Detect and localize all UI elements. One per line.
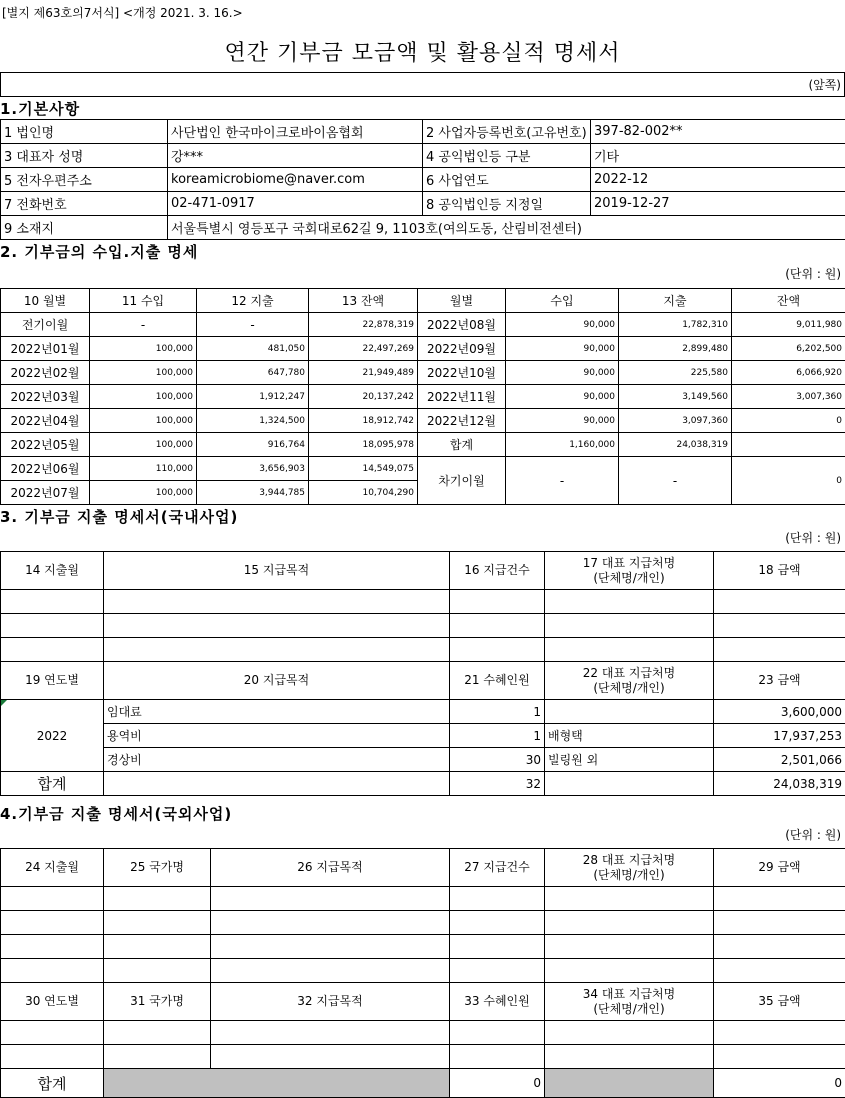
empty-cell [1, 1021, 104, 1045]
table-row [1, 662, 845, 700]
amount-cell: 0 [732, 409, 845, 433]
unit-label: (단위 : 원) [785, 828, 841, 842]
empty-cell [104, 935, 211, 959]
amount-cell: 2,899,480 [619, 337, 732, 361]
table-row [1, 614, 845, 638]
empty-cell [104, 887, 211, 911]
month-cell: 2022년06월 [1, 457, 90, 481]
empty-cell [104, 1021, 211, 1045]
empty-cell [1, 638, 104, 662]
table-row [1, 552, 845, 590]
column-header: 25 국가명 [104, 849, 211, 887]
payee-cell [545, 700, 714, 724]
empty-cell [450, 614, 545, 638]
count-cell: 1 [450, 724, 545, 748]
month-cell: 2022년01월 [1, 337, 90, 361]
column-header: 35 금액 [714, 983, 845, 1021]
amount-cell: 90,000 [506, 337, 619, 361]
empty-cell [450, 1021, 545, 1045]
empty-cell [104, 911, 211, 935]
table-row [1, 289, 845, 313]
section2-title: 2. 기부금의 수입.지출 명세 [0, 243, 199, 261]
amount-cell: 100,000 [90, 481, 197, 505]
column-header: 22 대표 지급처명 (단체명/개인) [545, 662, 714, 700]
overseas-expense-table [0, 848, 845, 1098]
field-label: 5 전자우편주소 [1, 168, 168, 192]
amount-cell: 100,000 [90, 337, 197, 361]
field-value: 기타 [591, 144, 845, 168]
empty-cell [104, 638, 450, 662]
column-header: 19 연도별 [1, 662, 104, 700]
table-row [1, 1045, 845, 1069]
amount-cell: - [619, 457, 732, 505]
table-row [1, 959, 845, 983]
field-label: 3 대표자 성명 [1, 144, 168, 168]
empty-cell [450, 1045, 545, 1069]
empty-cell [714, 590, 845, 614]
amount-cell: 100,000 [90, 433, 197, 457]
empty-cell [1, 887, 104, 911]
section3-title: 3. 기부금 지출 명세서(국내사업) [0, 508, 239, 526]
amount-cell: - [90, 313, 197, 337]
purpose-cell: 임대료 [104, 700, 450, 724]
table-row [1, 1069, 845, 1098]
month-cell: 2022년12월 [418, 409, 506, 433]
purpose-cell: 경상비 [104, 748, 450, 772]
table-row [1, 724, 845, 748]
column-header: 11 수입 [90, 289, 197, 313]
month-cell: 2022년03월 [1, 385, 90, 409]
empty-cell [714, 638, 845, 662]
column-header: 30 연도별 [1, 983, 104, 1021]
amount-cell: 21,949,489 [309, 361, 418, 385]
column-header: 33 수혜인원 [450, 983, 545, 1021]
amount-cell: 10,704,290 [309, 481, 418, 505]
empty-cell [714, 935, 845, 959]
field-value: 397-82-002** [591, 120, 845, 144]
total-label: 합계 [1, 1069, 104, 1098]
column-header: 23 금액 [714, 662, 845, 700]
table-row [1, 1021, 845, 1045]
table-row [1, 216, 845, 240]
amount-cell: 1,324,500 [197, 409, 309, 433]
column-header: 26 지급목적 [211, 849, 450, 887]
field-value: 2022-12 [591, 168, 845, 192]
table-row [1, 849, 845, 887]
month-cell: 2022년10월 [418, 361, 506, 385]
column-header: 21 수혜인원 [450, 662, 545, 700]
amount-cell: 3,656,903 [197, 457, 309, 481]
empty-cell [714, 1045, 845, 1069]
empty-cell [545, 590, 714, 614]
amount-cell: 3,007,360 [732, 385, 845, 409]
count-cell: 1 [450, 700, 545, 724]
empty-cell [545, 887, 714, 911]
amount-cell: 3,600,000 [714, 700, 845, 724]
column-header: 15 지급목적 [104, 552, 450, 590]
column-header: 수입 [506, 289, 619, 313]
amount-cell: 3,097,360 [619, 409, 732, 433]
empty-cell [1, 935, 104, 959]
empty-cell [450, 590, 545, 614]
empty-cell [450, 959, 545, 983]
month-cell: 합계 [418, 433, 506, 457]
empty-cell [211, 1045, 450, 1069]
amount-cell: - [197, 313, 309, 337]
field-label: 4 공익법인등 구분 [423, 144, 591, 168]
empty-cell [104, 772, 450, 796]
empty-cell [545, 772, 714, 796]
empty-cell [1, 590, 104, 614]
column-header: 17 대표 지급처명 (단체명/개인) [545, 552, 714, 590]
table-row [1, 772, 845, 796]
amount-cell: 2,501,066 [714, 748, 845, 772]
column-header: 잔액 [732, 289, 845, 313]
amount-cell: 1,912,247 [197, 385, 309, 409]
amount-cell: 100,000 [90, 409, 197, 433]
month-cell: 2022년04월 [1, 409, 90, 433]
table-row [1, 144, 845, 168]
column-header: 14 지출월 [1, 552, 104, 590]
front-label: (앞쪽) [1, 73, 845, 97]
amount-cell: 647,780 [197, 361, 309, 385]
amount-cell: 22,497,269 [309, 337, 418, 361]
carry-label: 차기이월 [418, 457, 506, 505]
month-cell: 2022년05월 [1, 433, 90, 457]
gray-cell [545, 1069, 714, 1098]
empty-cell [545, 1021, 714, 1045]
empty-cell [545, 935, 714, 959]
month-cell: 2022년11월 [418, 385, 506, 409]
amount-cell: 90,000 [506, 409, 619, 433]
month-cell: 2022년08월 [418, 313, 506, 337]
form-header: [별지 제63호의7서식] <개정 2021. 3. 16.> [2, 6, 243, 20]
empty-cell [104, 614, 450, 638]
empty-cell [1, 911, 104, 935]
table-row [1, 457, 845, 481]
amount-cell: 22,878,319 [309, 313, 418, 337]
column-header: 월별 [418, 289, 506, 313]
amount-cell: 100,000 [90, 385, 197, 409]
amount-cell: 14,549,075 [309, 457, 418, 481]
field-label: 6 사업연도 [423, 168, 591, 192]
table-row [1, 935, 845, 959]
month-cell: 전기이월 [1, 313, 90, 337]
column-header: 28 대표 지급처명 (단체명/개인) [545, 849, 714, 887]
table-row [1, 887, 845, 911]
table-row [1, 192, 845, 216]
month-cell: 2022년07월 [1, 481, 90, 505]
amount-cell: 110,000 [90, 457, 197, 481]
amount-cell: 90,000 [506, 361, 619, 385]
empty-cell [1, 959, 104, 983]
total-count: 32 [450, 772, 545, 796]
year-cell: 2022 [1, 700, 104, 772]
column-header: 20 지급목적 [104, 662, 450, 700]
field-value: 2019-12-27 [591, 192, 845, 216]
empty-cell [714, 911, 845, 935]
amount-cell: 100,000 [90, 361, 197, 385]
amount-cell: 0 [732, 457, 845, 505]
empty-cell [211, 959, 450, 983]
field-label: 8 공익법인등 지정일 [423, 192, 591, 216]
column-header: 34 대표 지급처명 (단체명/개인) [545, 983, 714, 1021]
empty-cell [545, 911, 714, 935]
amount-cell: 3,149,560 [619, 385, 732, 409]
column-header: 10 월별 [1, 289, 90, 313]
amount-cell: 24,038,319 [619, 433, 732, 457]
amount-cell: 18,095,978 [309, 433, 418, 457]
payee-cell: 빌링원 외 [545, 748, 714, 772]
month-cell: 2022년09월 [418, 337, 506, 361]
field-label: 1 법인명 [1, 120, 168, 144]
section4-title: 4.기부금 지출 명세서(국외사업) [0, 805, 233, 823]
purpose-cell: 용역비 [104, 724, 450, 748]
empty-cell [1, 1045, 104, 1069]
amount-cell: 9,011,980 [732, 313, 845, 337]
page-title: 연간 기부금 모금액 및 활용실적 명세서 [224, 41, 621, 66]
field-label: 9 소재지 [1, 216, 168, 240]
amount-cell: 17,937,253 [714, 724, 845, 748]
column-header: 32 지급목적 [211, 983, 450, 1021]
column-header: 27 지급건수 [450, 849, 545, 887]
total-amount: 0 [714, 1069, 845, 1098]
column-header: 24 지출월 [1, 849, 104, 887]
table-row [1, 120, 845, 144]
column-header: 지출 [619, 289, 732, 313]
domestic-expense-table [0, 551, 845, 796]
empty-cell [714, 887, 845, 911]
amount-cell: 225,580 [619, 361, 732, 385]
empty-cell [104, 959, 211, 983]
amount-cell: 1,160,000 [506, 433, 619, 457]
empty-cell [211, 887, 450, 911]
amount-cell: 6,066,920 [732, 361, 845, 385]
empty-cell [104, 1045, 211, 1069]
empty-cell [545, 959, 714, 983]
amount-cell: 90,000 [506, 385, 619, 409]
field-label: 7 전화번호 [1, 192, 168, 216]
empty-cell [545, 614, 714, 638]
empty-cell [450, 935, 545, 959]
empty-cell [211, 1021, 450, 1045]
empty-cell [450, 887, 545, 911]
amount-cell: 481,050 [197, 337, 309, 361]
amount-cell: 18,912,742 [309, 409, 418, 433]
empty-cell [450, 911, 545, 935]
amount-cell: 916,764 [197, 433, 309, 457]
amount-cell: 20,137,242 [309, 385, 418, 409]
table-row [1, 361, 845, 385]
total-label: 합계 [1, 772, 104, 796]
table-row [1, 700, 845, 724]
table-row [1, 433, 845, 457]
table-row [1, 168, 845, 192]
table-row [1, 385, 845, 409]
amount-cell: 6,202,500 [732, 337, 845, 361]
cell-marker [1, 700, 7, 706]
amount-cell: 3,944,785 [197, 481, 309, 505]
empty-cell [714, 614, 845, 638]
table-row [1, 911, 845, 935]
count-cell: 30 [450, 748, 545, 772]
table-row [1, 983, 845, 1021]
empty-cell [714, 1021, 845, 1045]
payee-cell: 배형택 [545, 724, 714, 748]
column-header: 18 금액 [714, 552, 845, 590]
field-value: 사단법인 한국마이크로바이옴협회 [168, 120, 423, 144]
front-row [0, 72, 845, 97]
table-row [1, 337, 845, 361]
table-row [1, 590, 845, 614]
amount-cell: 1,782,310 [619, 313, 732, 337]
basic-info-table [0, 119, 845, 240]
column-header: 29 금액 [714, 849, 845, 887]
field-value: 강*** [168, 144, 423, 168]
amount-cell: - [506, 457, 619, 505]
amount-cell [732, 433, 845, 457]
field-label: 2 사업자등록번호(고유번호) [423, 120, 591, 144]
empty-cell [211, 911, 450, 935]
section1-title: 1.기본사항 [0, 100, 81, 118]
empty-cell [714, 959, 845, 983]
empty-cell [545, 1045, 714, 1069]
table-row [1, 313, 845, 337]
column-header: 31 국가명 [104, 983, 211, 1021]
table-row [1, 748, 845, 772]
column-header: 16 지급건수 [450, 552, 545, 590]
total-count: 0 [450, 1069, 545, 1098]
field-value: 02-471-0917 [168, 192, 423, 216]
column-header: 13 잔액 [309, 289, 418, 313]
empty-cell [1, 614, 104, 638]
unit-label: (단위 : 원) [785, 531, 841, 545]
empty-cell [545, 638, 714, 662]
month-cell: 2022년02월 [1, 361, 90, 385]
table-row [1, 409, 845, 433]
amount-cell: 90,000 [506, 313, 619, 337]
address-value: 서울특별시 영등포구 국회대로62길 9, 1103호(여의도동, 산림비전센터) [168, 216, 845, 240]
empty-cell [450, 638, 545, 662]
income-expense-table [0, 288, 845, 505]
total-amount: 24,038,319 [714, 772, 845, 796]
unit-label: (단위 : 원) [785, 267, 841, 281]
field-value: koreamicrobiome@naver.com [168, 168, 423, 192]
column-header: 12 지출 [197, 289, 309, 313]
table-row [1, 638, 845, 662]
empty-cell [211, 935, 450, 959]
gray-cell [104, 1069, 450, 1098]
empty-cell [104, 590, 450, 614]
